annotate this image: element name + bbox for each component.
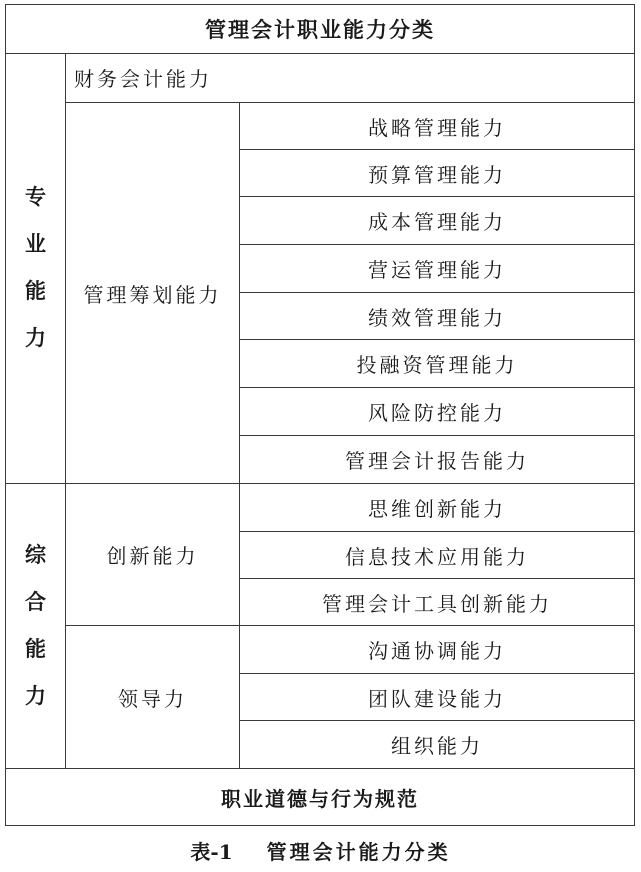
caption-number: 表-1 — [190, 839, 233, 864]
list-item: 风险防控能力 — [368, 401, 506, 425]
list-item: 团队建设能力 — [368, 686, 506, 711]
ethics-footer: 职业道德与行为规范 — [221, 786, 419, 811]
caption-text: 管理会计能力分类 — [266, 839, 451, 864]
table-title: 管理会计职业能力分类 — [205, 18, 435, 42]
group-label-char: 合 — [25, 590, 46, 614]
group-label-char: 能 — [25, 279, 46, 303]
group-label-char: 专 — [25, 185, 46, 209]
group-label-char: 能 — [25, 637, 46, 661]
list-item: 成本管理能力 — [368, 210, 506, 234]
finance-accounting-label: 财务会计能力 — [74, 67, 212, 91]
list-item: 管理会计工具创新能力 — [322, 591, 552, 616]
list-item: 投融资管理能力 — [356, 353, 518, 377]
list-item: 组织能力 — [391, 734, 483, 758]
list-item: 预算管理能力 — [368, 162, 506, 187]
innovation-label: 创新能力 — [106, 544, 199, 568]
list-item: 管理会计报告能力 — [345, 449, 529, 473]
list-item: 信息技术应用能力 — [345, 544, 529, 569]
list-item: 绩效管理能力 — [368, 305, 506, 330]
group-label-char: 业 — [25, 232, 46, 256]
list-item: 营运管理能力 — [368, 258, 506, 282]
group-label-char: 力 — [25, 326, 46, 350]
list-item: 战略管理能力 — [368, 115, 506, 140]
competency-table — [5, 4, 635, 826]
table-caption — [0, 832, 641, 868]
list-item: 思维创新能力 — [368, 497, 506, 521]
group-label-char: 力 — [25, 684, 46, 708]
group-label-professional — [6, 53, 65, 483]
management-planning-label: 管理筹划能力 — [83, 282, 222, 307]
list-item: 沟通协调能力 — [368, 639, 506, 663]
leadership-label: 领导力 — [118, 686, 187, 711]
group-label-comprehensive — [6, 484, 65, 768]
group-label-char: 综 — [25, 543, 46, 567]
